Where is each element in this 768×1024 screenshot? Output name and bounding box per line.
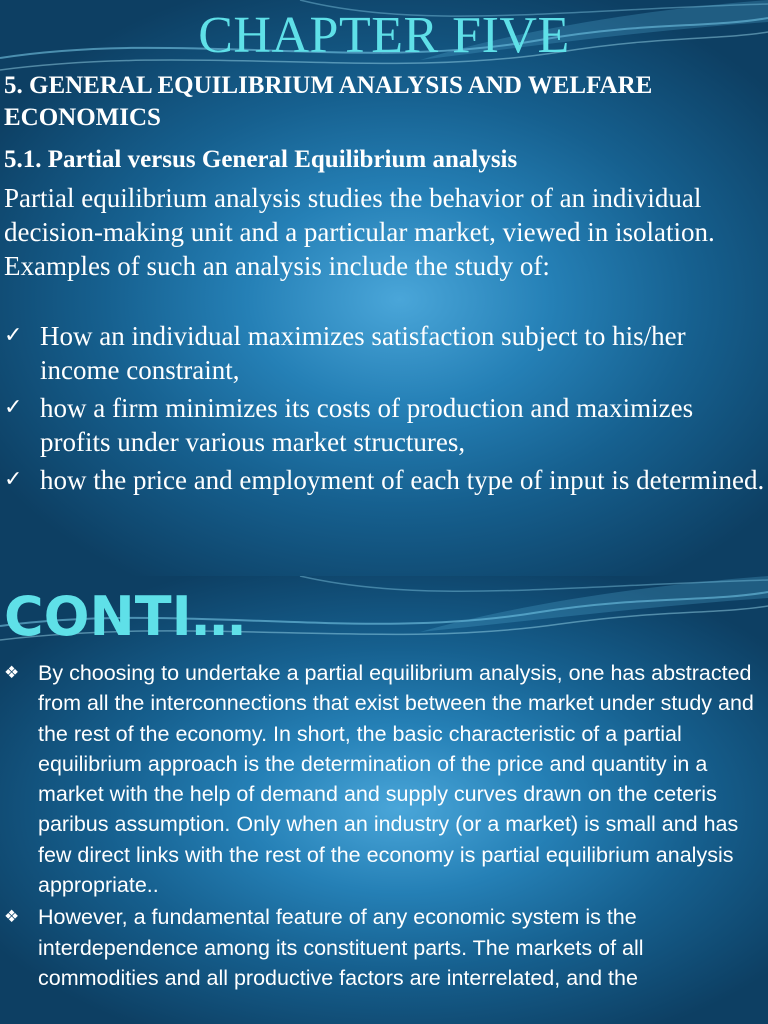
subsection-heading: 5.1. Partial versus General Equilibrium analysis <box>4 146 518 173</box>
checkmark-icon: ✓ <box>4 467 23 492</box>
example-list <box>0 319 768 501</box>
list-item <box>0 319 768 387</box>
list-item-text: However, a fundamental feature of any economic system is the interdependence among its constituent parts. The markets of all commodities and all productive factors are interrelated, and the <box>38 905 644 990</box>
list-item <box>0 902 768 993</box>
list-item <box>0 658 768 900</box>
diamond-bullet-icon: ❖ <box>4 907 20 928</box>
diamond-bullet-icon: ❖ <box>4 663 20 683</box>
chapter-title: CHAPTER FIVE <box>198 7 570 64</box>
slide-title: CONTI… <box>4 585 246 648</box>
checkmark-icon: ✓ <box>4 323 23 348</box>
intro-paragraph: Partial equilibrium analysis studies the behavior of an individual decision-making unit and a particular market, viewed in isolation. Examples of such an analysis include the study of: <box>4 183 715 281</box>
list-item <box>0 463 768 497</box>
list-item <box>0 391 768 459</box>
list-item-text: By choosing to undertake a partial equilibrium analysis, one has abstracted from all the interconnections that exist between the market under study and the rest of the economy. In short, the basic characteristic of a partial equilibrium approach is the determination of the price and quantity in a market with the help of demand and supply curves drawn on the ceteris paribus assumption. Only when an industry (or a market) is small and has few direct links with the rest of the economy is partial equilibrium analysis appropriate.. <box>38 661 754 898</box>
checkmark-icon: ✓ <box>4 395 23 420</box>
list-item-text: how the price and employment of each type of input is determined. <box>40 465 765 495</box>
slide-conti <box>0 576 768 1024</box>
list-item-text: How an individual maximizes satisfaction subject to his/her income constraint, <box>40 321 686 385</box>
list-item-text: how a firm minimizes its costs of production and maximizes profits under various market structures, <box>40 393 694 457</box>
section-heading: 5. GENERAL EQUILIBRIUM ANALYSIS AND WELFARE ECONOMICS <box>4 72 653 131</box>
content-list <box>0 658 768 995</box>
